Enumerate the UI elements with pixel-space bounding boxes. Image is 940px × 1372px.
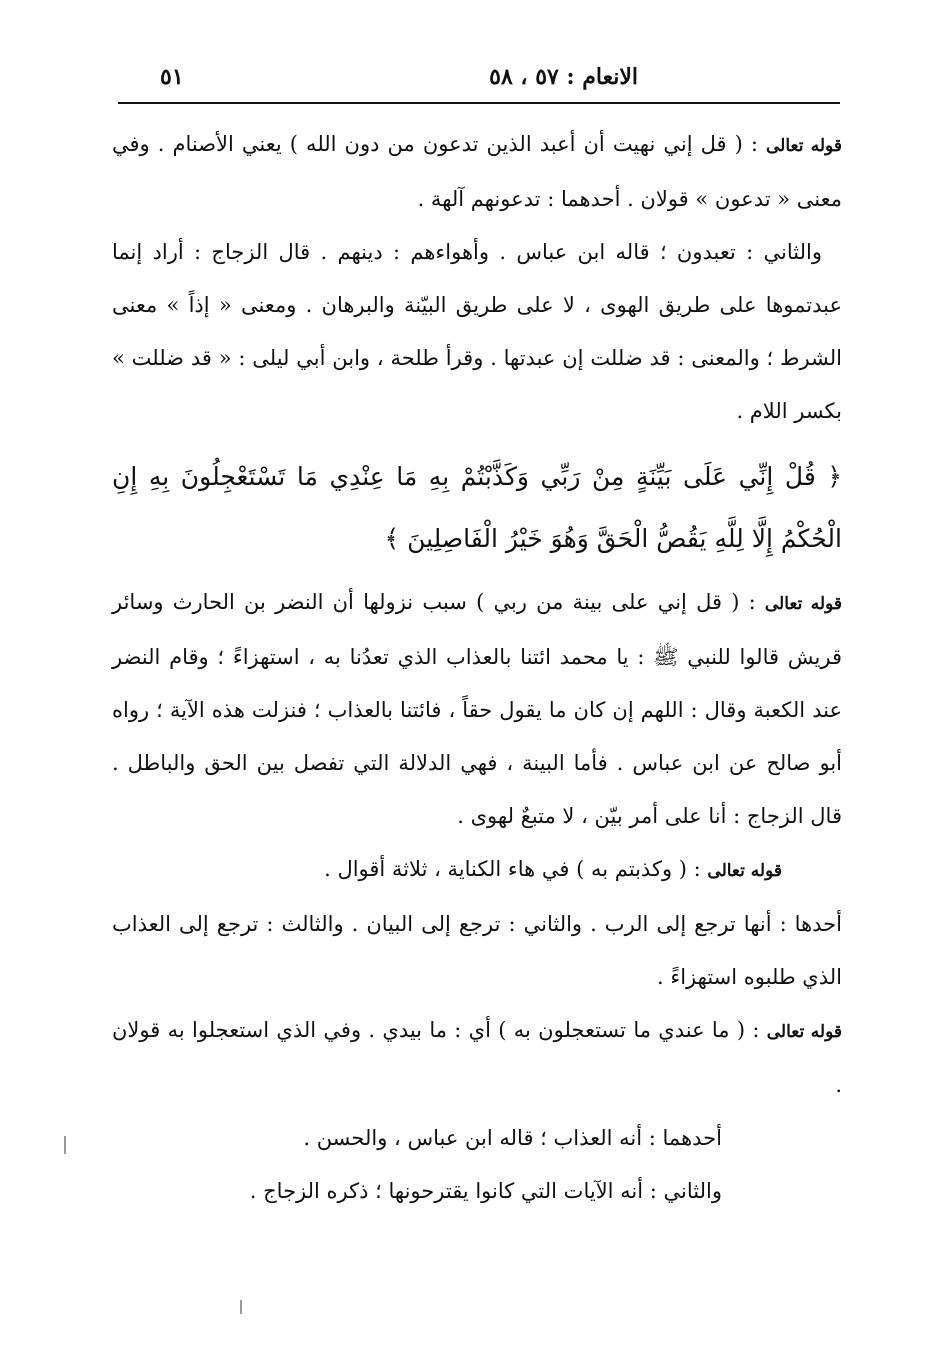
paragraph-4: [112, 843, 842, 898]
paragraph-3: [112, 576, 842, 843]
scan-mark: [64, 1136, 66, 1154]
surah-reference: الانعام : ٥٧ ، ٥٨: [489, 64, 638, 90]
paragraph-lead: قوله تعالى: [764, 594, 842, 614]
page-header: [118, 58, 838, 98]
final-line-1: أحدهما : أنه العذاب ؛ قاله ابن عباس ، والحسن .: [303, 1126, 722, 1150]
paragraph-text: والثاني : تعبدون ؛ قاله ابن عباس . وأهواءهم : دينهم . قال الزجاج : أراد إنما عبدتموها على طريق الهوى ، لا على طريق البيّنة والبرهان . ومعنى « إذاً » معنى الشرط ؛ والمعنى : قد ضللت إن عبدتها . وقرأ طلحة ، وابن أبي ليلى : « قد ضللت » بكسر اللام .: [112, 240, 842, 423]
paragraph-text: : ( ما عندي ما تستعجلون به ) أي : ما بيدي . وفي الذي استعجلوا به قولان .: [112, 1018, 842, 1097]
page-body: [112, 118, 842, 1218]
paragraph-2: [112, 226, 842, 438]
paragraph-lead: قوله تعالى: [766, 136, 842, 156]
paragraph-lead: قوله تعالى: [766, 1022, 842, 1042]
quran-verse: ﴿ قُلْ إِنِّي عَلَى بَيِّنَةٍ مِنْ رَبِّي وَكَذَّبْتُمْ بِهِ مَا عِنْدِي مَا تَسْتَعْجِلُونَ بِهِ إِنِ الْحُكْمُ إِلَّا لِلَّهِ يَقُصُّ الْحَقَّ وَهُوَ خَيْرُ الْفَاصِلِينَ ﴾: [112, 462, 842, 553]
paragraph-6: [112, 1004, 842, 1112]
paragraph-text: : ( وكذبتم به ) في هاء الكناية ، ثلاثة أقوال .: [324, 857, 701, 881]
paragraph-text: : ( قل إني على بينة من ربي ) سبب نزولها أن النضر بن الحارث وسائر قريش قالوا للنبي ﷺ : يا محمد ائتنا بالعذاب الذي تعدُنا به ، استهزاءً ؛ وقام النضر عند الكعبة وقال : اللهم إن كان ما يقول حقاً ، فائتنا بالعذاب ؛ فنزلت هذه الآية ؛ رواه أبو صالح عن ابن عباس . فأما البينة ، فهي الدلالة التي تفصل بين الحق والباطل . قال الزجاج : أنا على أمر بيّن ، لا متبعٌ لهوى .: [112, 590, 842, 828]
paragraph-1: [112, 118, 842, 226]
paragraph-text: أحدها : أنها ترجع إلى الرب . والثاني : ترجع إلى البيان . والثالث : ترجع إلى العذاب الذي طلبوه استهزاءً .: [112, 912, 842, 989]
header-rule: [118, 102, 840, 104]
final-line-2: والثاني : أنه الآيات التي كانوا يقترحونها ؛ ذكره الزجاج .: [249, 1179, 722, 1203]
paragraph-lead: قوله تعالى: [707, 861, 782, 881]
page-number: ٥١: [160, 64, 184, 90]
scan-mark: [240, 1300, 242, 1314]
paragraph-5: [112, 898, 842, 1004]
paragraph-text: : ( قل إني نهيت أن أعبد الذين تدعون من دون الله ) يعني الأصنام . وفي معنى « تدعون » قولان . أحدهما : تدعونهم آلهة .: [112, 132, 842, 211]
